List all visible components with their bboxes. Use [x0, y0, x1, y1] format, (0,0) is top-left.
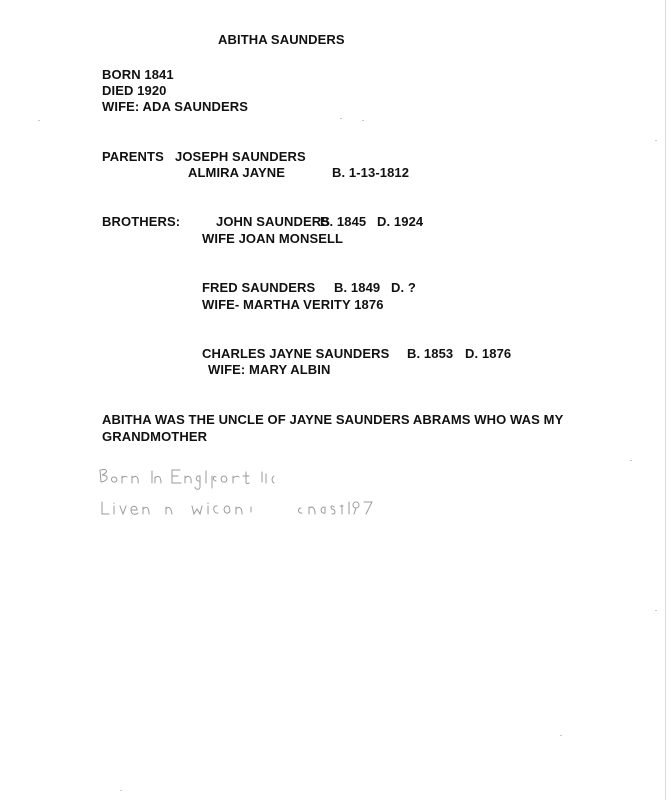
parents-label: PARENTS — [102, 149, 164, 164]
scan-speck — [362, 120, 364, 121]
scan-speck — [120, 790, 122, 791]
scan-speck — [560, 735, 562, 736]
mother-name: ALMIRA JAYNE — [188, 165, 286, 180]
wife-line: WIFE: ADA SAUNDERS — [102, 99, 248, 114]
scan-speck — [655, 140, 657, 141]
brother-death: D. 1924 — [377, 214, 424, 229]
born-line: BORN 1841 — [102, 67, 174, 82]
brother-death: D. 1876 — [465, 346, 512, 361]
brother-name: FRED SAUNDERS — [202, 280, 316, 295]
scan-edge-line — [665, 0, 666, 800]
relation-note-line: ABITHA WAS THE UNCLE OF JAYNE SAUNDERS ABRAMS WHO WAS MY — [102, 412, 564, 427]
scan-speck — [340, 118, 342, 119]
father-name: JOSEPH SAUNDERS — [175, 149, 306, 164]
brother-wife: WIFE JOAN MONSELL — [202, 231, 344, 246]
brother-death: D. ? — [391, 280, 416, 295]
brother-birth: B. 1853 — [407, 346, 454, 361]
brother-wife: WIFE: MARY ALBIN — [208, 362, 331, 377]
scan-speck — [655, 610, 657, 611]
scan-speck — [38, 120, 40, 121]
document-title: ABITHA SAUNDERS — [218, 32, 345, 47]
mother-birth: B. 1-13-1812 — [332, 165, 410, 180]
relation-note-line: GRANDMOTHER — [102, 429, 208, 444]
scan-speck — [630, 460, 632, 461]
brother-birth: B. 1849 — [334, 280, 381, 295]
handwritten-annotation — [96, 462, 396, 522]
brother-name: JOHN SAUNDERS — [216, 214, 330, 229]
brother-birth: B. 1845 — [320, 214, 367, 229]
brother-name: CHARLES JAYNE SAUNDERS — [202, 346, 390, 361]
died-line: DIED 1920 — [102, 83, 167, 98]
brother-wife: WIFE- MARTHA VERITY 1876 — [202, 297, 384, 312]
brothers-label: BROTHERS: — [102, 214, 181, 229]
